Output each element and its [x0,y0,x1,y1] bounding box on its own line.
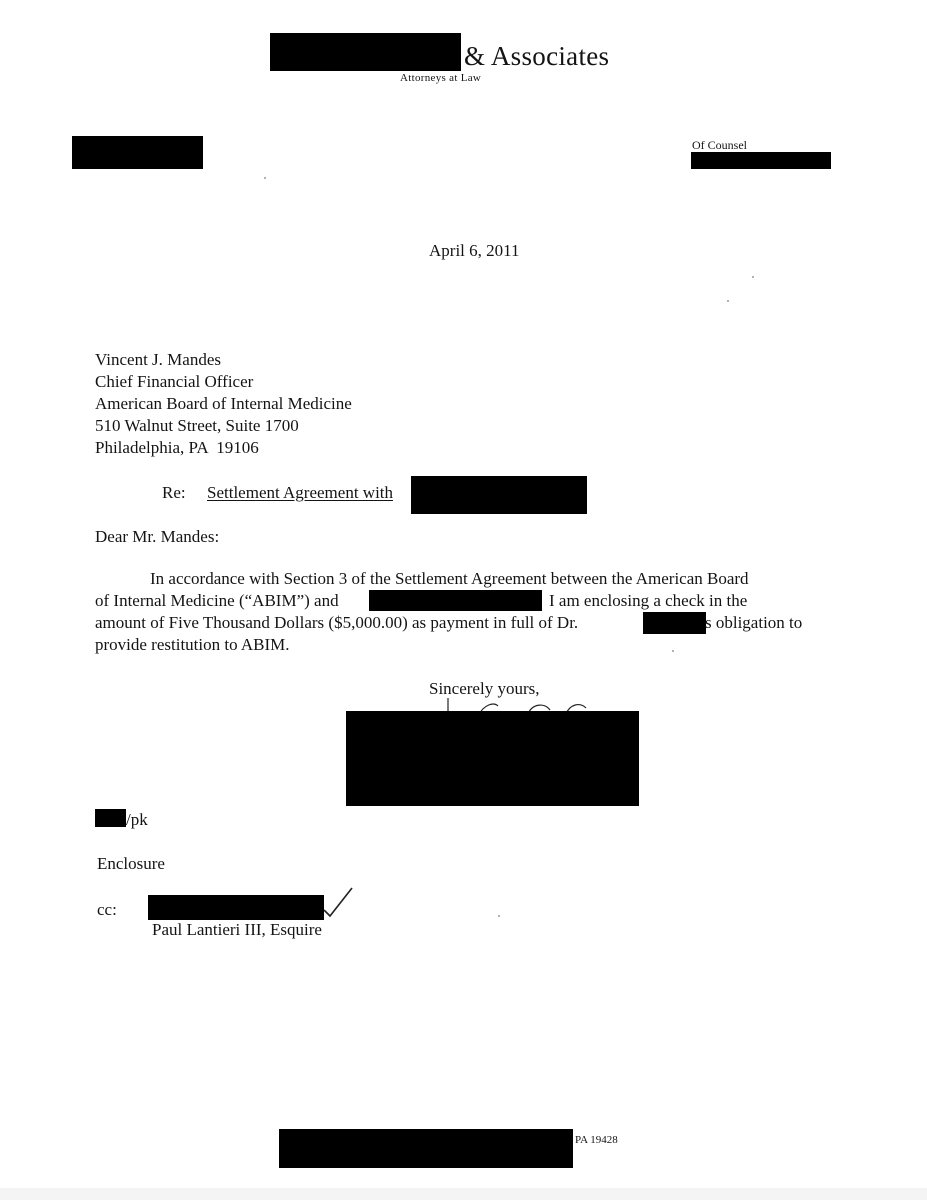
check-mark [322,886,354,918]
body-line-4: provide restitution to ABIM. [95,635,290,654]
redacted-re-name [411,476,587,514]
recipient-title: Chief Financial Officer [95,372,254,391]
recipient-city-state-zip: Philadelphia, PA 19106 [95,438,259,457]
body-line-2a: of Internal Medicine (“ABIM”) and [95,591,339,610]
redacted-doctor-name [643,612,706,634]
scan-speck [498,915,500,917]
body-line-1: In accordance with Section 3 of the Settlement Agreement between the American Board [150,569,749,588]
redacted-signature-block [346,711,639,806]
cc-recipient-2: Paul Lantieri III, Esquire [152,920,322,939]
enclosure-label: Enclosure [97,854,165,873]
recipient-street: 510 Walnut Street, Suite 1700 [95,416,299,435]
re-subject: Settlement Agreement with [207,483,394,502]
footer-state-zip: PA 19428 [575,1134,618,1146]
redacted-of-counsel-name [691,152,831,169]
page-bottom-edge [0,1188,927,1200]
redacted-footer-address [279,1129,573,1168]
salutation: Dear Mr. Mandes: [95,527,220,546]
re-label: Re: [162,483,186,502]
redacted-initials [95,809,126,827]
redacted-firm-name [270,33,461,71]
redacted-attorney-name [72,136,203,169]
firm-name-suffix: & Associates [464,41,610,71]
body-line-3a: amount of Five Thousand Dollars ($5,000.00) as payment in full of Dr. [95,613,579,632]
redacted-party-name [369,590,542,611]
scan-speck [672,650,674,652]
closing: Sincerely yours, [429,679,540,698]
redacted-cc-recipient [148,895,324,920]
scan-speck [264,177,266,179]
body-line-2b: I am enclosing a check in the [549,591,748,610]
scan-speck [727,300,729,302]
firm-tagline: Attorneys at Law [400,72,482,84]
typist-initials: /pk [126,810,148,829]
of-counsel-label: Of Counsel [692,138,747,152]
scan-speck [752,276,754,278]
recipient-name: Vincent J. Mandes [95,350,221,369]
recipient-organization: American Board of Internal Medicine [95,394,352,413]
letter-date: April 6, 2011 [429,241,520,260]
cc-label: cc: [97,900,117,919]
body-line-3b: s obligation to [705,613,803,632]
